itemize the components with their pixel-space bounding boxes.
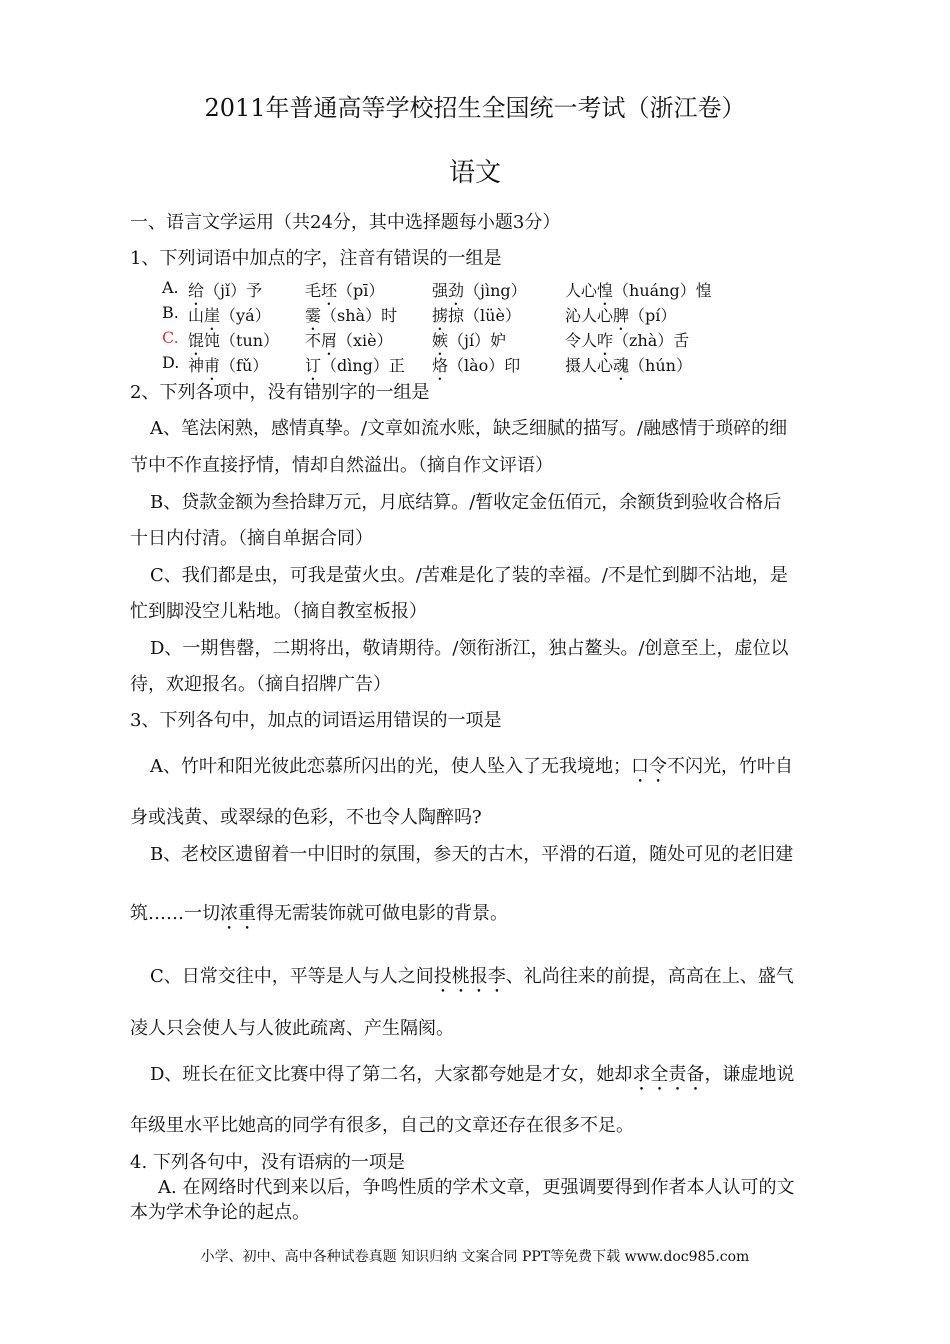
question-2-option-d-line-1: D、一期售罄，二期将出，敬请期待。/领衔浙江，独占鳌头。/创意至上，虚位以	[150, 638, 789, 659]
question-2-option-c-line-2: 忙到脚没空儿粘地。（摘自教室板报）	[130, 601, 427, 622]
option-b-word-2: 霎（shà）时	[305, 306, 398, 325]
question-2-option-a-line-2: 节中不作直接抒情，情却自然溢出。（摘自作文评语）	[130, 455, 553, 476]
question-4-option-a-line-2: 本为学术争论的起点。	[130, 1202, 310, 1223]
option-c-word-2: 不屑（xiè）	[305, 331, 393, 350]
option-a-word-2: 毛坯（pī）	[305, 281, 385, 300]
question-2-option-d-line-2: 待，欢迎报名。（摘自招牌广告）	[130, 674, 391, 695]
question-3-option-a-line-2: 身或浅黄、或翠绿的色彩，不也令人陶醉吗?	[130, 807, 482, 828]
option-d-letter: D.	[162, 353, 180, 372]
option-b-letter: B.	[162, 303, 179, 322]
option-a-word-4: 人心惶（huáng）惶	[565, 281, 712, 300]
question-3-option-b-line-1: B、老校区遗留着一中旧时的氛围，参天的古木，平滑的石道，随处可见的老旧建	[150, 844, 794, 865]
option-d-word-4: 摄人心魂（hún）	[565, 356, 692, 375]
question-3-option-a-line-1: A、竹叶和阳光彼此恋慕所闪出的光，使人坠入了无我境地；口令不闪光，竹叶自	[150, 756, 793, 777]
option-c-letter: C.	[162, 328, 179, 347]
option-a-letter: A.	[162, 278, 179, 297]
question-3-option-b-line-2: 筑……一切浓重得无需装饰就可做电影的背景。	[130, 903, 508, 924]
option-a-word-1: 给（jǐ）予	[188, 281, 263, 300]
question-1-stem: 1、下列词语中加点的字，注音有错误的一组是	[130, 248, 502, 269]
subject-heading: 语文	[448, 158, 501, 188]
option-b-word-4: 沁人心脾（pí）	[565, 306, 677, 325]
option-c-word-1: 馄饨（tun）	[188, 331, 280, 350]
question-3-option-d-line-1: D、班长在征文比赛中得了第二名，大家都夸她是才女，她却求全责备，谦虚地说	[150, 1064, 795, 1085]
section-heading: 一、语言文学运用（共24分，其中选择题每小题3分）	[130, 212, 561, 233]
option-a-word-3: 强劲（jìng）	[432, 281, 527, 300]
question-2-option-b-line-2: 十日内付清。（摘自单据合同）	[130, 528, 373, 549]
option-d-word-1: 神甫（fǔ）	[188, 356, 269, 375]
question-3-option-d-line-2: 年级里水平比她高的同学有很多，自己的文章还存在很多不足。	[130, 1115, 634, 1136]
page-title: 2011年普通高等学校招生全国统一考试（浙江卷）	[204, 94, 746, 122]
question-2-stem: 2、下列各项中，没有错别字的一组是	[130, 382, 430, 403]
option-b-word-1: 山崖（yá）	[188, 306, 271, 325]
question-3-option-c-line-2: 凌人只会使人与人彼此疏离、产生隔阂。	[130, 1018, 454, 1039]
page-footer: 小学、初中、高中各种试卷真题 知识归纳 文案合同 PPT等免费下载 www.doc985.com	[200, 1249, 750, 1265]
question-2-option-c-line-1: C、我们都是虫，可我是萤火虫。/苦难是化了装的幸福。/不是忙到脚不沾地，是	[150, 565, 788, 586]
option-c-word-4: 令人咋（zhà）舌	[565, 331, 690, 350]
question-2-option-a-line-1: A、笔法闲熟，感情真挚。/文章如流水账，缺乏细腻的描写。/融感情于琐碎的细	[150, 418, 788, 439]
option-c-word-3: 嫉（jí）妒	[432, 331, 507, 350]
option-d-word-2: 订（dìng）正	[305, 356, 405, 375]
question-3-stem: 3、下列各句中，加点的词语运用错误的一项是	[130, 710, 502, 731]
option-b-word-3: 掳掠（lüè）	[432, 306, 521, 325]
question-4-stem: 4. 下列各句中，没有语病的一项是	[130, 1152, 405, 1173]
question-3-option-c-line-1: C、日常交往中，平等是人与人之间投桃报李、礼尚往来的前提，高高在上、盛气	[150, 966, 794, 987]
option-d-word-3: 烙（lào）印	[432, 356, 521, 375]
question-4-option-a-line-1: A. 在网络时代到来以后，争鸣性质的学术文章，更强调要得到作者本人认可的文	[158, 1177, 795, 1198]
question-2-option-b-line-1: B、贷款金额为叁拾肆万元，月底结算。/暂收定金伍佰元，余额货到验收合格后	[150, 492, 782, 513]
